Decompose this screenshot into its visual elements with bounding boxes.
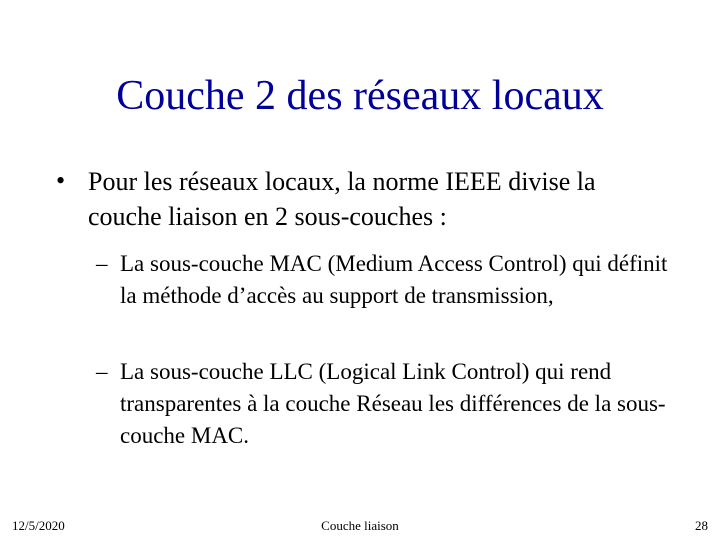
sub-bullet-llc — [96, 356, 686, 452]
sub-bullet-marker: – — [96, 359, 108, 384]
sub-bullet-marker: – — [96, 251, 108, 276]
page-number: 28 — [695, 518, 708, 533]
sub-bullet-mac-text: La sous-couche MAC (Medium Access Control) qui définit la méthode d’accès au support de transmission, — [120, 251, 668, 308]
slide-title: Couche 2 des réseaux locaux — [116, 73, 604, 119]
main-bullet — [56, 164, 696, 234]
footer-title: Couche liaison — [321, 518, 399, 533]
footer-date: 12/5/2020 — [12, 518, 65, 533]
sub-bullet-mac — [96, 248, 686, 312]
bullet-marker: • — [56, 166, 66, 195]
main-bullet-text: Pour les réseaux locaux, la norme IEEE divise la couche liaison en 2 sous-couches : — [88, 167, 596, 231]
sub-bullet-llc-text: La sous-couche LLC (Logical Link Control) qui rend transparentes à la couche Réseau les différences de la sous-couche MAC. — [120, 359, 666, 448]
